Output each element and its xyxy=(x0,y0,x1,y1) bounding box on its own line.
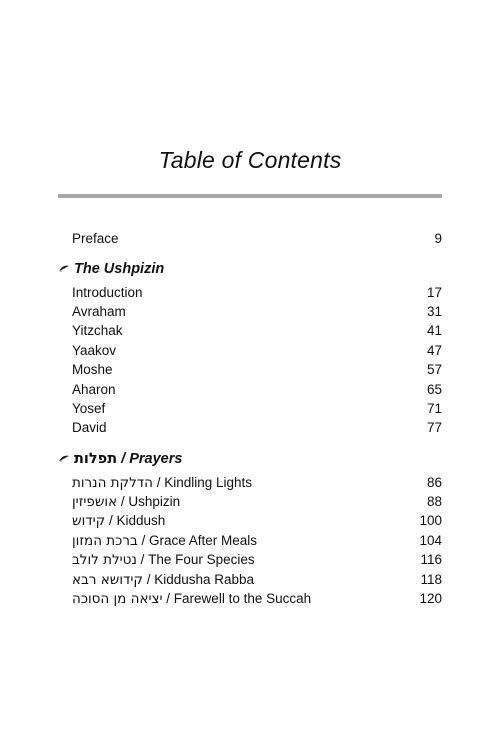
toc-entry[interactable] xyxy=(72,473,442,492)
section-heading-ushpizin xyxy=(58,259,164,279)
toc-entry-label: / Grace After Meals xyxy=(137,532,258,548)
toc-entry-page: 57 xyxy=(426,362,442,377)
toc-entry-hebrew: יציאה מן הסוכה xyxy=(72,590,163,607)
toc-entry[interactable] xyxy=(72,360,442,379)
toc-entry-label: / Kindling Lights xyxy=(153,474,253,490)
toc-entry-label: / Farewell to the Succah xyxy=(162,590,312,606)
toc-entry-label: / The Four Species xyxy=(136,551,255,567)
toc-entry-label: / Kiddush xyxy=(105,512,166,528)
toc-entry[interactable] xyxy=(72,418,442,437)
section-heading-prayers xyxy=(58,449,182,469)
section-heading-label: / Prayers xyxy=(117,451,183,467)
toc-entry[interactable] xyxy=(72,492,442,511)
toc-entry-label: Avraham xyxy=(72,304,126,319)
toc-entry[interactable] xyxy=(72,511,442,530)
toc-entry-page: 65 xyxy=(426,382,442,397)
toc-entry-hebrew: קידושא רבא xyxy=(72,571,143,588)
toc-entry-page: 71 xyxy=(426,401,442,416)
toc-entry-page: 9 xyxy=(434,231,442,246)
toc-entry[interactable] xyxy=(72,570,442,589)
toc-entry-label: / Kiddusha Rabba xyxy=(142,571,255,587)
toc-entry-page: 41 xyxy=(426,323,442,338)
toc-entry-page: 86 xyxy=(426,475,442,490)
toc-entry[interactable] xyxy=(72,399,442,418)
toc-entry-label: Preface xyxy=(72,231,119,246)
toc-entry-label: Yosef xyxy=(72,401,106,416)
toc-entry-page: 104 xyxy=(419,533,442,548)
toc-entry-label: Moshe xyxy=(72,362,113,377)
toc-entry-label: David xyxy=(72,420,107,435)
toc-entry[interactable] xyxy=(72,302,442,321)
toc-entry[interactable] xyxy=(72,550,442,569)
toc-entry-label: Aharon xyxy=(72,382,116,397)
section-heading-hebrew: תפלות xyxy=(74,451,118,467)
toc-entry-page: 47 xyxy=(426,343,442,358)
toc-entry-hebrew: ברכת המזון xyxy=(72,532,138,549)
toc-entry[interactable] xyxy=(72,321,442,340)
leaf-ornament-icon xyxy=(58,263,70,275)
toc-entry-hebrew: אושפיזין xyxy=(72,493,118,510)
toc-entry-page: 88 xyxy=(426,494,442,509)
toc-entry-page: 77 xyxy=(426,420,442,435)
page-title: Table of Contents xyxy=(158,147,342,173)
toc-entry-label: Introduction xyxy=(72,285,143,300)
toc-entry[interactable] xyxy=(72,341,442,360)
toc-entry-page: 120 xyxy=(419,591,442,606)
toc-entry[interactable] xyxy=(72,589,442,608)
toc-entry-page: 17 xyxy=(426,285,442,300)
toc-entry-hebrew: הדלקת הנרות xyxy=(72,474,153,491)
toc-entry-preface[interactable] xyxy=(72,229,442,248)
toc-entry-hebrew: קידוש xyxy=(72,512,106,529)
title-rule xyxy=(58,194,442,198)
toc-entry-page: 118 xyxy=(420,572,442,587)
section-heading-label: The Ushpizin xyxy=(74,261,165,277)
toc-entry-page: 31 xyxy=(426,304,442,319)
toc-entry-label: / Ushpizin xyxy=(117,493,181,509)
toc-entry-label: Yitzchak xyxy=(72,323,123,338)
toc-entry[interactable] xyxy=(72,380,442,399)
toc-entry-label: Yaakov xyxy=(72,343,117,358)
leaf-ornament-icon xyxy=(58,453,70,465)
toc-entry[interactable] xyxy=(72,531,442,550)
toc-entry-page: 116 xyxy=(420,552,442,567)
toc-entry-hebrew: נטילת לולב xyxy=(72,551,137,568)
toc-entry[interactable] xyxy=(72,283,442,302)
toc-entry-page: 100 xyxy=(419,513,442,528)
